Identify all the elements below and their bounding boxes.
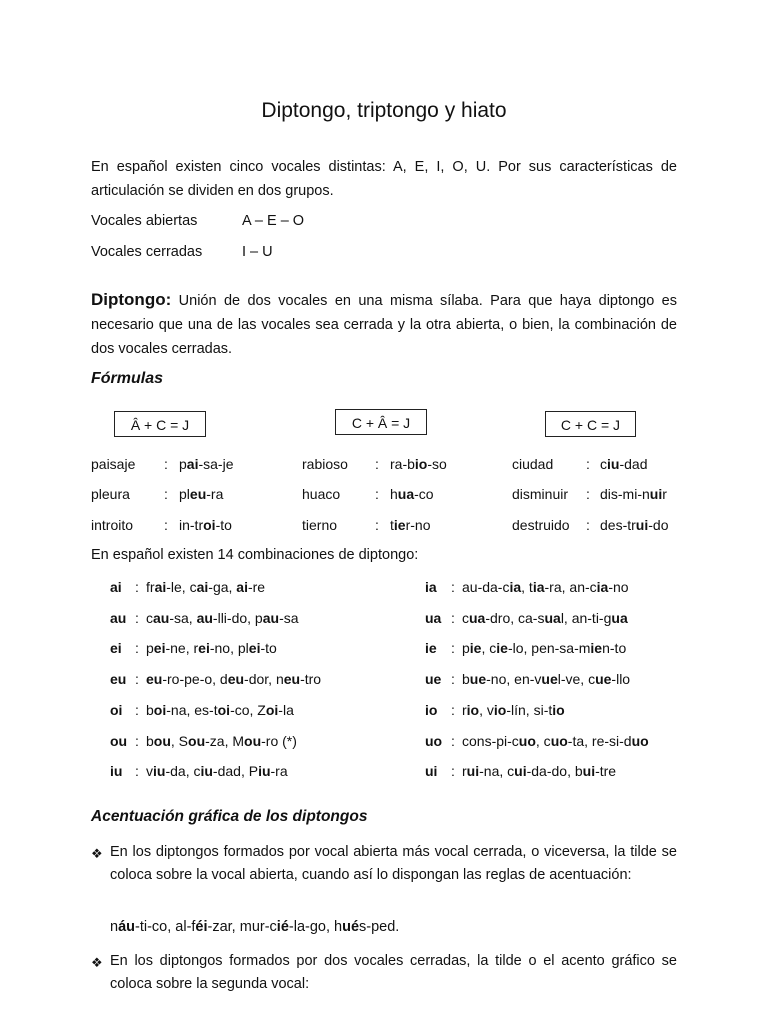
combo-colon: :: [135, 640, 139, 656]
combo-key: iu: [110, 763, 123, 779]
example-word: rabioso: [302, 456, 348, 472]
vowels-open-label: Vocales abiertas: [91, 213, 198, 229]
vowels-open-value: A – E – O: [242, 213, 305, 229]
combo-examples: bue-no, en-vuel-ve, cue-llo: [462, 671, 631, 687]
example-split: pai-sa-je: [179, 456, 234, 472]
combo-colon: :: [451, 579, 455, 595]
example-split: in-troi-to: [179, 517, 232, 533]
example-colon: :: [164, 456, 168, 472]
combo-key: uo: [425, 733, 443, 749]
bullet-icon: ❖: [91, 955, 103, 970]
example-split: tier-no: [390, 517, 431, 533]
vowels-closed-label: Vocales cerradas: [91, 244, 203, 260]
formulas-heading: Fórmulas: [91, 370, 164, 387]
combo-key: au: [110, 610, 127, 626]
combo-examples: eu-ro-pe-o, deu-dor, neu-tro: [146, 671, 322, 687]
accent-rule-1-examples: náu-ti-co, al-féi-zar, mur-cié-la-go, hués-ped.: [110, 919, 400, 935]
combo-colon: :: [135, 610, 139, 626]
example-colon: :: [586, 486, 590, 502]
combo-key: ie: [425, 640, 437, 656]
combo-colon: :: [135, 702, 139, 718]
combo-key: ou: [110, 733, 128, 749]
example-colon: :: [586, 456, 590, 472]
example-colon: :: [375, 486, 379, 502]
formula-box-2: C + Â = J: [335, 409, 427, 435]
combo-examples: bou, Sou-za, Mou-ro (*): [146, 733, 297, 749]
combo-key: ei: [110, 640, 122, 656]
combo-colon: :: [451, 671, 455, 687]
example-word: huaco: [302, 486, 341, 502]
combo-examples: rui-na, cui-da-do, bui-tre: [462, 763, 617, 779]
example-split: pleu-ra: [179, 486, 224, 502]
example-colon: :: [164, 486, 168, 502]
combo-colon: :: [451, 640, 455, 656]
combos-intro: En español existen 14 combinaciones de diptongo:: [91, 547, 419, 563]
combo-key: ai: [110, 579, 122, 595]
page-title: Diptongo, triptongo y hiato: [261, 99, 507, 122]
accent-rule-1: En los diptongos formados por vocal abierta más vocal cerrada, o viceversa, la tilde se coloca sobre la vocal abierta, cuando así lo dispongan las reglas de acentuación:: [110, 844, 677, 883]
combo-examples: pei-ne, rei-no, plei-to: [146, 640, 277, 656]
combo-colon: :: [451, 733, 455, 749]
intro-paragraph: En español existen cinco vocales distintas: A, E, I, O, U. Por sus características de articulación se dividen en dos grupos.: [91, 159, 677, 199]
example-word: disminuir: [512, 486, 569, 502]
example-split: hua-co: [390, 486, 434, 502]
accent-rule-2: En los diptongos formados por dos vocales cerradas, la tilde o el acento gráfico se coloca sobre la segunda vocal:: [110, 953, 677, 992]
example-colon: :: [375, 517, 379, 533]
combo-examples: cua-dro, ca-sual, an-ti-gua: [462, 610, 628, 626]
combo-key: oi: [110, 702, 123, 718]
diptongo-definition-paragraph: [91, 288, 677, 361]
combo-colon: :: [135, 579, 139, 595]
combo-examples: boi-na, es-toi-co, Zoi-la: [146, 702, 294, 718]
example-word: introito: [91, 517, 134, 533]
bullet-icon: ❖: [91, 846, 103, 861]
example-split: des-trui-do: [600, 517, 669, 533]
combo-key: io: [425, 702, 438, 718]
diptongo-term: Diptongo:: [91, 290, 172, 309]
combo-examples: rio, vio-lín, si-tio: [462, 702, 565, 718]
combo-key: ui: [425, 763, 438, 779]
vowels-closed-value: I – U: [242, 244, 273, 260]
example-word: ciudad: [512, 456, 554, 472]
example-split: ra-bio-so: [390, 456, 447, 472]
example-split: dis-mi-nuir: [600, 486, 667, 502]
formula-box-3: C + C = J: [545, 411, 636, 437]
example-colon: :: [586, 517, 590, 533]
combo-examples: cons-pi-cuo, cuo-ta, re-si-duo: [462, 733, 649, 749]
combo-colon: :: [135, 763, 139, 779]
combo-key: ue: [425, 671, 442, 687]
example-word: pleura: [91, 486, 130, 502]
combo-colon: :: [135, 671, 139, 687]
combo-examples: pie, cie-lo, pen-sa-mien-to: [462, 640, 627, 656]
combo-colon: :: [135, 733, 139, 749]
example-word: destruido: [512, 517, 570, 533]
accent-heading: Acentuación gráfica de los diptongos: [91, 808, 368, 825]
example-colon: :: [164, 517, 168, 533]
combo-examples: viu-da, ciu-dad, Piu-ra: [146, 763, 288, 779]
combo-colon: :: [451, 702, 455, 718]
combo-colon: :: [451, 763, 455, 779]
combo-examples: cau-sa, au-lli-do, pau-sa: [146, 610, 299, 626]
example-word: paisaje: [91, 456, 136, 472]
combo-colon: :: [451, 610, 455, 626]
example-split: ciu-dad: [600, 456, 648, 472]
combo-key: ia: [425, 579, 437, 595]
example-word: tierno: [302, 517, 338, 533]
combo-examples: frai-le, cai-ga, ai-re: [146, 579, 266, 595]
combo-key: eu: [110, 671, 127, 687]
diptongo-definition: Unión de dos vocales en una misma sílaba. Para que haya diptongo es necesario que una de las vocales sea cerrada y la otra abierta, o bien, la combinación de dos vocales cerradas.: [91, 293, 677, 357]
combo-examples: au-da-cia, tia-ra, an-cia-no: [462, 579, 629, 595]
combo-key: ua: [425, 610, 442, 626]
example-colon: :: [375, 456, 379, 472]
formula-box-1: Â + C = J: [114, 411, 206, 437]
